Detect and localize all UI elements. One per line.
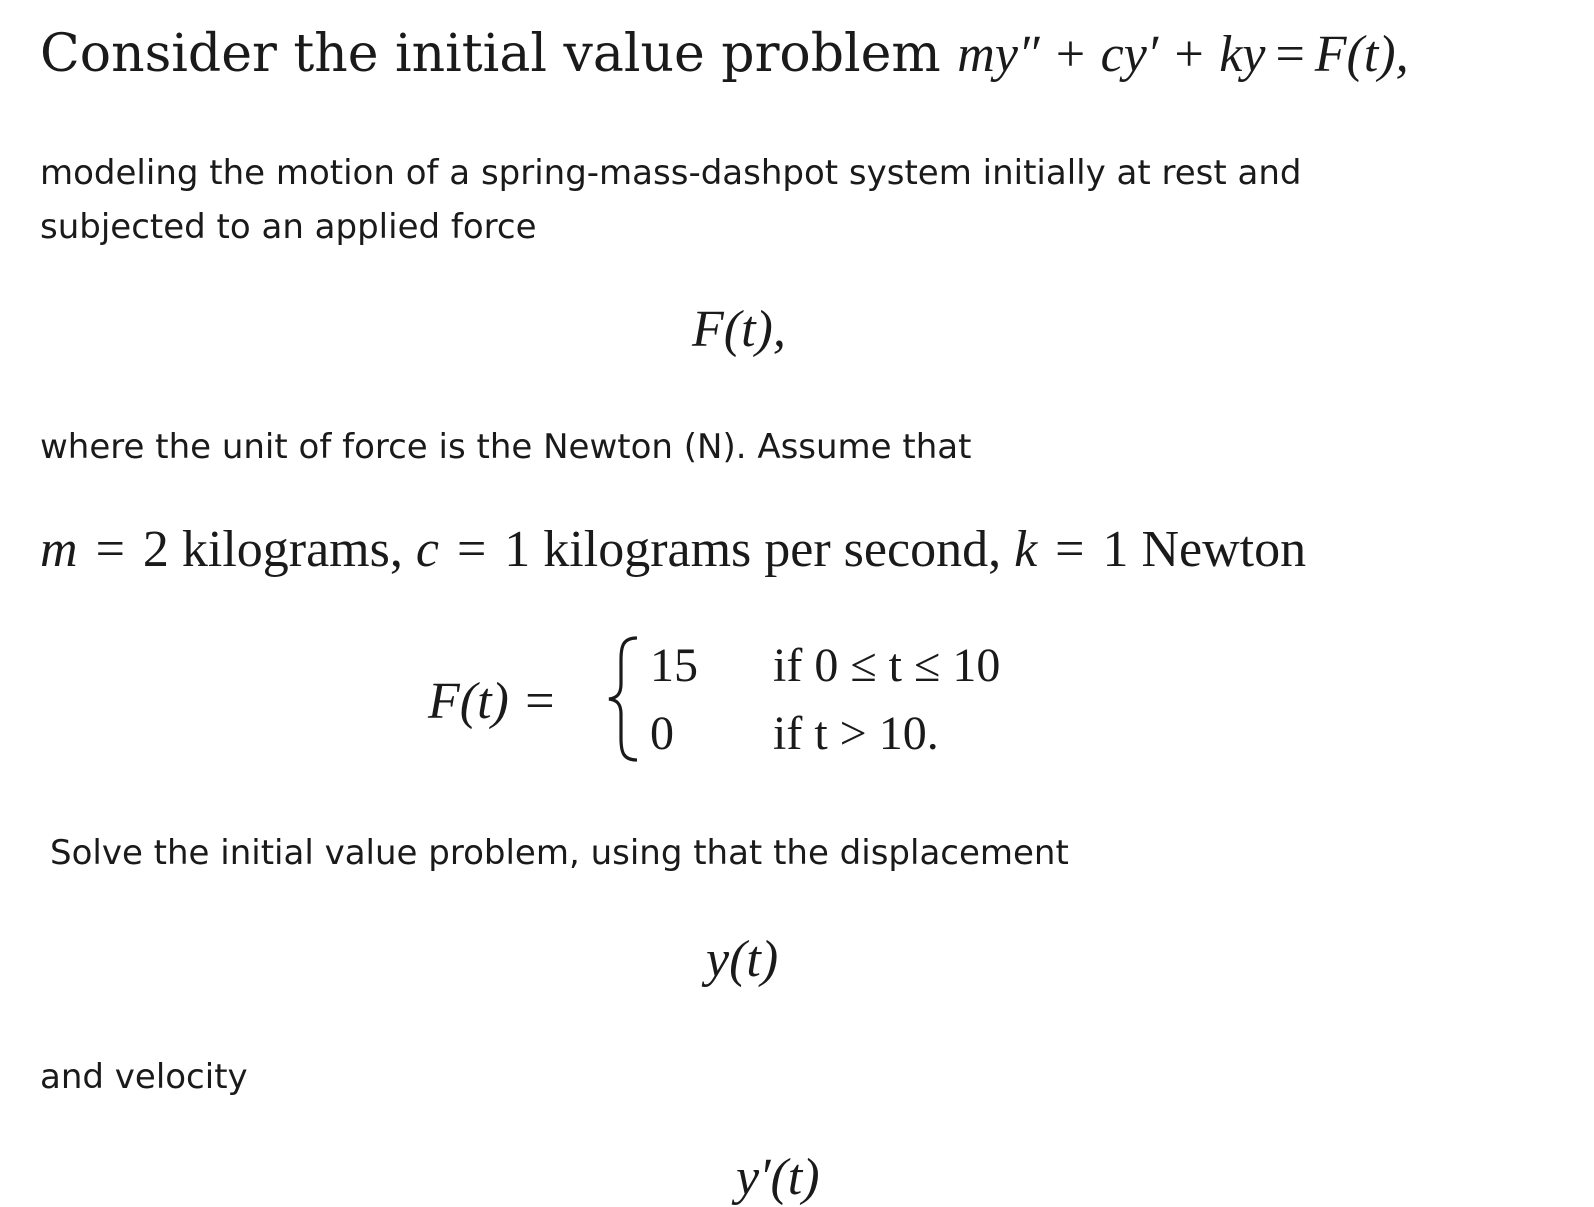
units-paragraph: where the unit of force is the Newton (N). Assume that — [40, 427, 972, 467]
parameters-line — [40, 518, 1306, 582]
param-k-value: 1 Newton — [1102, 521, 1307, 578]
solve-paragraph: Solve the initial value problem, using that the displacement — [50, 833, 1069, 873]
piecewise-lhs: F(t) = — [428, 673, 557, 730]
piecewise-row1-value: 15 — [650, 639, 698, 692]
problem-heading — [40, 22, 1409, 87]
force-display — [692, 300, 786, 359]
ode-lhs: my″ + cy′ + ky — [957, 26, 1266, 83]
displacement-display — [706, 930, 778, 989]
param-c-value: 1 kilograms per second, — [504, 521, 1002, 578]
param-m-equals: = — [95, 521, 125, 578]
velocity-display — [736, 1148, 820, 1207]
param-c-symbol: c — [415, 521, 439, 578]
param-m-value: 2 kilograms, — [142, 521, 403, 578]
intro-paragraph: modeling the motion of a spring-mass-dashpot system initially at rest and subjected to an applied force — [40, 153, 1302, 247]
param-c-equals: = — [456, 521, 487, 578]
piecewise-row2-condition: if t > 10. — [773, 707, 939, 760]
force-display-expr: F(t), — [692, 301, 786, 358]
left-brace-icon — [603, 634, 643, 764]
velocity-expr: y′(t) — [736, 1149, 820, 1206]
piecewise-row1-condition: if 0 ≤ t ≤ 10 — [773, 639, 1001, 692]
displacement-expr: y(t) — [706, 931, 779, 988]
param-k-symbol: k — [1014, 521, 1038, 578]
ode-equation — [957, 26, 1408, 83]
param-m-symbol: m — [40, 521, 78, 578]
heading-text: Consider the initial value problem — [40, 24, 941, 84]
piecewise-row2-value: 0 — [650, 707, 674, 760]
param-k-equals: = — [1055, 521, 1085, 578]
ode-equals: = — [1275, 26, 1305, 83]
ode-rhs: F(t), — [1314, 26, 1409, 83]
velocity-paragraph: and velocity — [40, 1057, 248, 1097]
